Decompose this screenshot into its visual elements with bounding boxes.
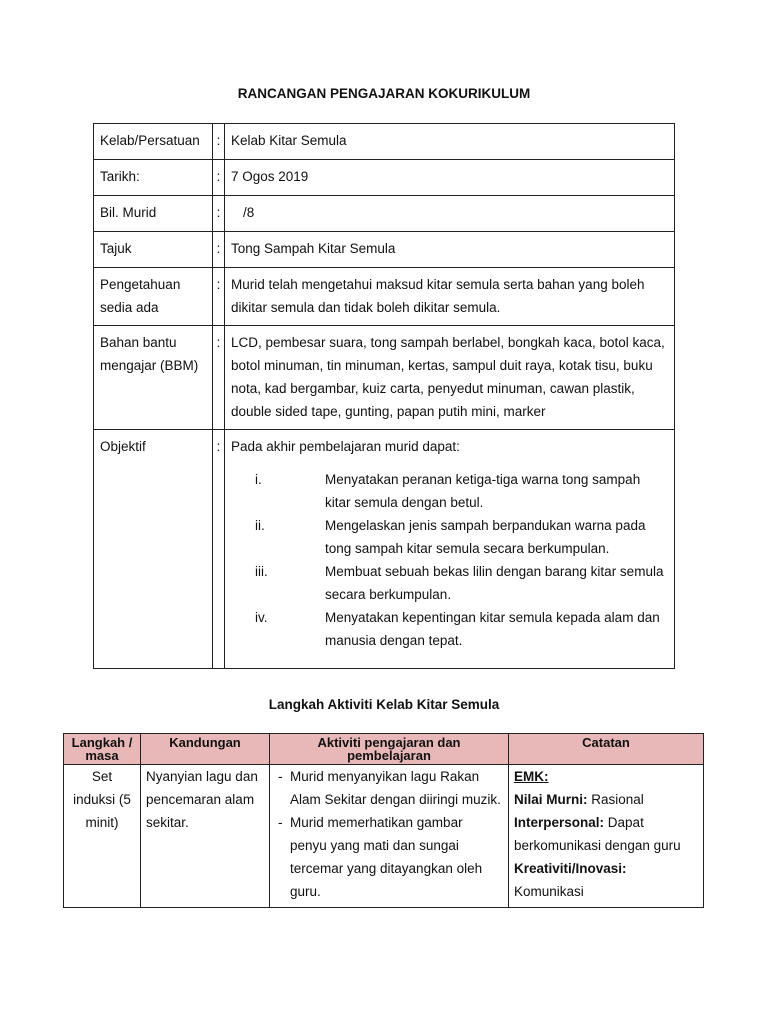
kreativiti-label: Kreativiti/Inovasi:	[514, 861, 627, 876]
cell-aktiviti	[270, 765, 509, 908]
info-row-pengetahuan	[94, 268, 675, 326]
list-item	[231, 514, 668, 560]
activity-bullet	[278, 811, 503, 903]
header-langkah: Langkah / masa	[64, 734, 141, 765]
info-row-tajuk	[94, 232, 675, 268]
info-label: Kelab/Persatuan	[94, 124, 213, 160]
cell-catatan	[509, 765, 704, 908]
info-row-tarikh	[94, 160, 675, 196]
info-value: Tong Sampah Kitar Semula	[225, 232, 675, 268]
info-value: /8	[225, 196, 675, 232]
info-value: 7 Ogos 2019	[225, 160, 675, 196]
list-text: Mengelaskan jenis sampah berpandukan warna pada tong sampah kitar semula secara berkumpulan.	[325, 518, 646, 556]
info-label: Bil. Murid	[94, 196, 213, 232]
activity-text: Murid memerhatikan gambar penyu yang mati dan sungai tercemar yang ditayangkan oleh guru.	[290, 815, 483, 899]
info-label: Tajuk	[94, 232, 213, 268]
header-kandungan: Kandungan	[141, 734, 270, 765]
info-colon: :	[213, 196, 225, 232]
page-title: RANCANGAN PENGAJARAN KOKURIKULUM	[237, 86, 531, 101]
list-item	[231, 468, 668, 514]
list-number: i.	[255, 472, 262, 487]
interpersonal-value: Dapat berkomunikasi dengan guru	[514, 815, 681, 853]
section-title: Langkah Aktiviti Kelab Kitar Semula	[268, 697, 500, 712]
info-value: Kelab Kitar Semula	[225, 124, 675, 160]
info-colon: :	[213, 232, 225, 268]
cell-kandungan: Nyanyian lagu dan pencemaran alam sekitar.	[141, 765, 270, 908]
table-row	[64, 765, 704, 908]
info-colon: :	[213, 326, 225, 430]
info-colon: :	[213, 268, 225, 326]
dash-marker: -	[278, 769, 283, 784]
header-catatan: Catatan	[509, 734, 704, 765]
info-row-murid	[94, 196, 675, 232]
info-row-bbm	[94, 326, 675, 430]
info-row-objektif	[94, 430, 675, 669]
objective-list	[231, 468, 668, 652]
interpersonal	[514, 811, 698, 857]
info-label: Tarikh:	[94, 160, 213, 196]
list-item	[231, 606, 668, 652]
info-value: LCD, pembesar suara, tong sampah berlabel, bongkah kaca, botol kaca, botol minuman, tin minuman, kertas, sampul duit raya, kotak tisu, buku nota, kad bergambar, kuiz carta, penyedut minuman, cawan plastik, double sided tape, gunting, papan putih mini, marker	[225, 326, 675, 430]
emk-label: EMK:	[514, 769, 549, 784]
activity-bullet	[278, 765, 503, 811]
kreativiti-value: Komunikasi	[514, 884, 584, 899]
cell-langkah: Set induksi (5 minit)	[64, 765, 141, 908]
info-value	[225, 430, 675, 669]
info-colon: :	[213, 430, 225, 669]
info-label: Pengetahuan sedia ada	[94, 268, 213, 326]
nilai-murni	[514, 788, 698, 811]
header-aktiviti: Aktiviti pengajaran dan pembelajaran	[270, 734, 509, 765]
info-colon: :	[213, 160, 225, 196]
lesson-info-table	[93, 123, 675, 669]
info-label: Objektif	[94, 430, 213, 669]
list-text: Menyatakan peranan ketiga-tiga warna tong sampah kitar semula dengan betul.	[325, 472, 641, 510]
info-label: Bahan bantu mengajar (BBM)	[94, 326, 213, 430]
list-number: iv.	[255, 610, 268, 625]
activity-text: Murid menyanyikan lagu Rakan Alam Sekitar dengan diiringi muzik.	[290, 769, 501, 807]
nilai-label: Nilai Murni:	[514, 792, 588, 807]
dash-marker: -	[278, 815, 283, 830]
nilai-value: Rasional	[591, 792, 644, 807]
list-text: Membuat sebuah bekas lilin dengan barang kitar semula secara berkumpulan.	[325, 564, 664, 602]
list-text: Menyatakan kepentingan kitar semula kepada alam dan manusia dengan tepat.	[325, 610, 660, 648]
list-item	[231, 560, 668, 606]
activity-table	[63, 733, 704, 908]
info-colon: :	[213, 124, 225, 160]
activity-header-row	[64, 734, 704, 765]
list-number: iii.	[255, 564, 268, 579]
list-number: ii.	[255, 518, 265, 533]
interpersonal-label: Interpersonal:	[514, 815, 605, 830]
info-row-kelab	[94, 124, 675, 160]
info-value: Murid telah mengetahui maksud kitar semula serta bahan yang boleh dikitar semula dan tidak boleh dikitar semula.	[225, 268, 675, 326]
objective-intro: Pada akhir pembelajaran murid dapat:	[231, 439, 460, 454]
